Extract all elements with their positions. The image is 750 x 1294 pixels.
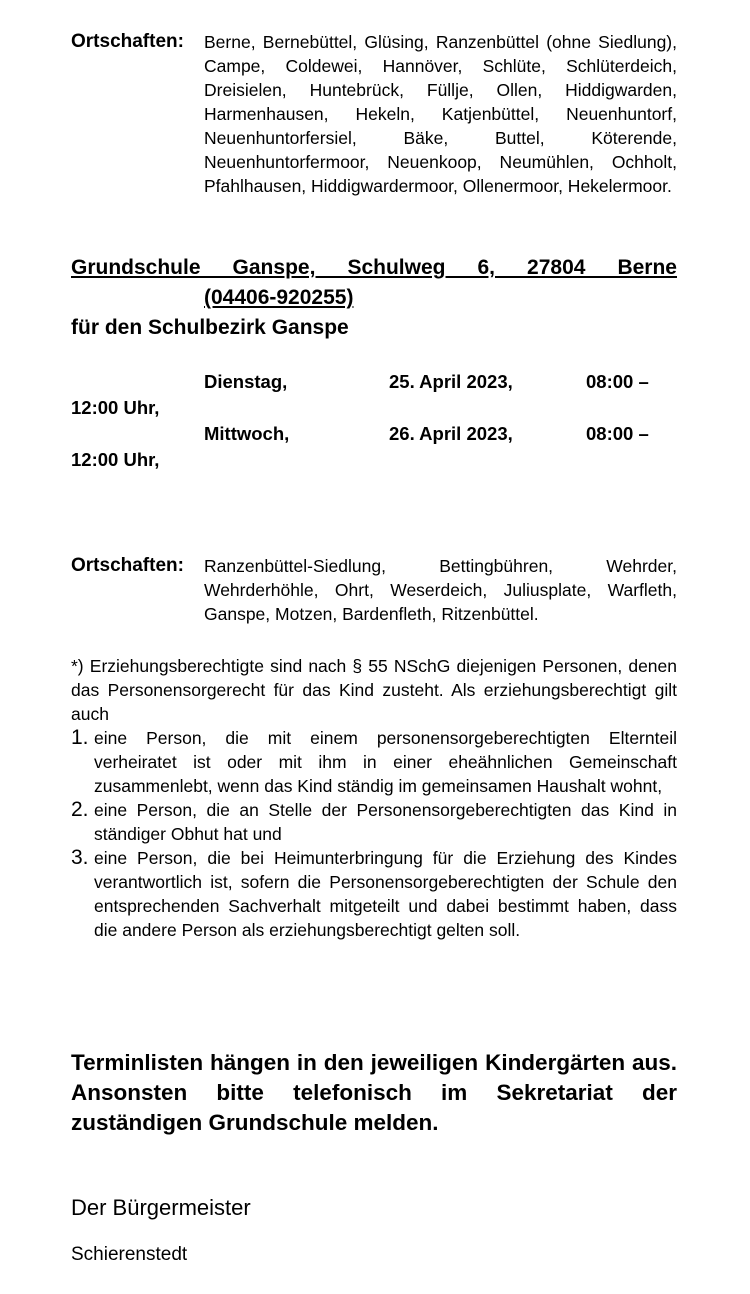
appointment-date: 26. April 2023, — [389, 423, 513, 444]
signature-title: Der Bürgermeister — [71, 1195, 251, 1220]
localities-label: Ortschaften: — [71, 555, 184, 576]
list-item — [71, 798, 677, 846]
list-text: eine Person, die bei Heimunterbringung für die Erziehung des Kindes verantwortlich ist, sofern die Personensorgeberechtigten der Schule den entsprechenden Sachverhalt mitgeteilt und dabei bestimmt haben, dass die andere Person als erziehungsberechtigt gelten soll. — [94, 848, 677, 940]
school-name: Grundschule Ganspe, Schulweg 6, 27804 Berne — [71, 256, 677, 279]
appointment-time: 08:00 – — [586, 423, 649, 444]
footnote-intro: *) Erziehungsberechtigte sind nach § 55 NSchG diejenigen Personen, denen das Personensorgerecht für das Kind zusteht. Als erziehungsberechtigt gilt auch — [71, 656, 677, 724]
appointment — [71, 369, 677, 421]
list-item — [71, 726, 677, 798]
appointment-end: 12:00 Uhr, — [71, 449, 160, 470]
section1-localities — [71, 30, 677, 198]
school-district: für den Schulbezirk Ganspe — [71, 316, 349, 339]
school-phone: (04406-920255) — [204, 286, 354, 309]
list-text: eine Person, die an Stelle der Personensorgeberechtigten das Kind in ständiger Obhut hat und — [94, 800, 677, 844]
list-item — [71, 846, 677, 942]
appointment-date: 25. April 2023, — [389, 371, 513, 392]
notice-text: Terminlisten hängen in den jeweiligen Kindergärten aus. Ansonsten bitte telefonisch im Sekretariat der zuständigen Grundschule melden. — [71, 1050, 677, 1135]
footnote-list — [71, 726, 677, 942]
list-text: eine Person, die mit einem personensorgeberechtigten Elternteil verheiratet ist oder mit ihm in einer eheähnlichen Gemeinschaft zusammenlebt, wenn das Kind ständig im gemeinsamen Haushalt wohnt, — [94, 728, 677, 796]
localities-list: Berne, Bernebüttel, Glüsing, Ranzenbüttel (ohne Siedlung), Campe, Coldewei, Hannöver, Schlüte, Schlüterdeich, Dreisielen, Huntebrück, Füllje, Ollen, Hiddigwarden, Harmenhausen, Hekeln, Katjenbüttel, Neuenhuntorf, Neuenhuntorfersiel, Bäke, Buttel, Köterende, Neuenhuntorfermoor, Neuenkoop, Neumühlen, Ochholt, Pfahlhausen, Hiddigwardermoor, Ollenermoor, Hekelermoor. — [204, 32, 677, 196]
appointment-time: 08:00 – — [586, 371, 649, 392]
school-heading — [71, 253, 677, 343]
list-number: 2. — [71, 798, 89, 821]
signature-name: Schierenstedt — [71, 1244, 188, 1265]
list-number: 3. — [71, 846, 89, 869]
localities-list: Ranzenbüttel-Siedlung, Bettingbühren, Wehrder, Wehrderhöhle, Ohrt, Weserdeich, Juliusplate, Warfleth, Ganspe, Motzen, Bardenfleth, Ritzenbüttel. — [204, 556, 677, 624]
appointment-day: Mittwoch, — [204, 423, 290, 444]
footnote — [71, 654, 677, 942]
appointment-day: Dienstag, — [204, 371, 288, 392]
localities-label: Ortschaften: — [71, 31, 184, 52]
appointment-end: 12:00 Uhr, — [71, 397, 160, 418]
section2-localities — [71, 554, 677, 626]
appointment — [71, 421, 677, 473]
list-number: 1. — [71, 726, 89, 749]
